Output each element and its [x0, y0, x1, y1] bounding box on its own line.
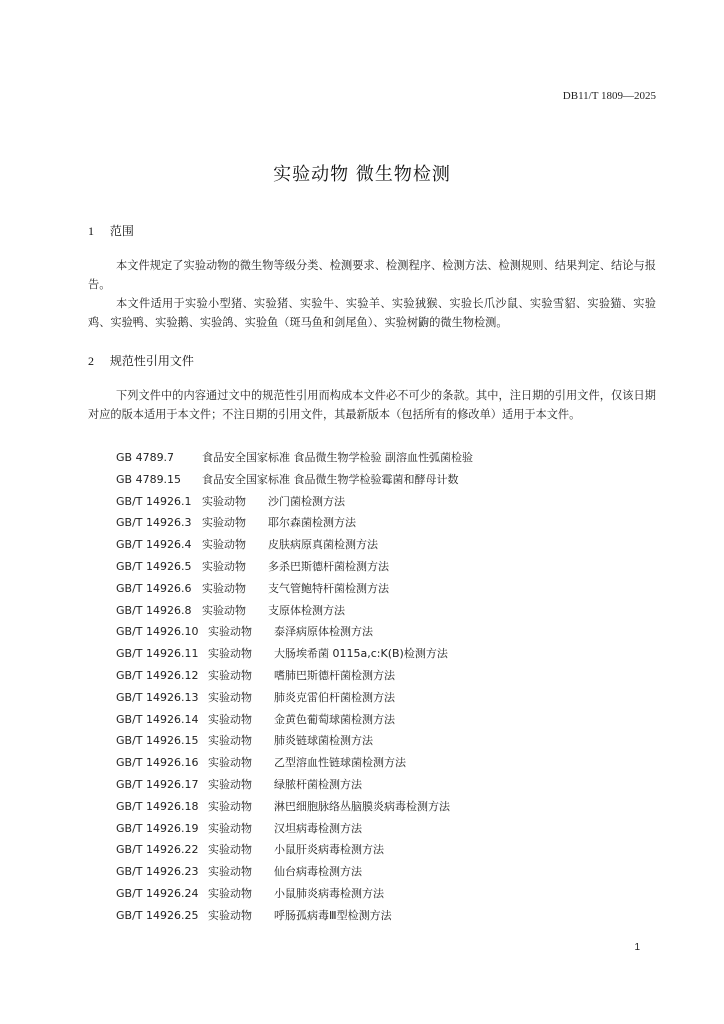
reference-title: 沙门菌检测方法	[268, 494, 345, 508]
reference-title: 多杀巴斯德杆菌检测方法	[268, 559, 389, 573]
reference-item	[116, 861, 473, 883]
reference-item	[116, 512, 473, 534]
reference-series-name: 实验动物	[202, 603, 246, 617]
reference-code: GB 4789.7	[116, 451, 175, 464]
reference-title: 乙型溶血性链球菌检测方法	[274, 756, 406, 770]
reference-code: GB/T 14926.1	[116, 494, 192, 508]
reference-title: 支气管鲍特杆菌检测方法	[268, 581, 389, 595]
reference-item	[116, 687, 473, 709]
reference-series-name: 实验动物	[202, 559, 246, 573]
reference-item	[116, 883, 473, 905]
reference-item	[116, 796, 473, 818]
standard-code: DB11/T 1809—2025	[562, 90, 656, 102]
reference-title: 金黄色葡萄球菌检测方法	[274, 712, 395, 726]
reference-title: 耶尔森菌检测方法	[268, 516, 356, 530]
reference-item	[116, 774, 473, 796]
reference-item	[116, 534, 473, 556]
reference-code: GB 4789.15	[116, 472, 182, 486]
reference-item	[116, 491, 473, 513]
reference-series-name: 实验动物	[208, 886, 252, 900]
document-title: 实验动物 微生物检测	[273, 164, 451, 185]
reference-series-name: 实验动物	[208, 799, 252, 813]
reference-title: 支原体检测方法	[268, 603, 345, 617]
reference-code: GB/T 14926.15	[116, 734, 199, 748]
reference-title: 食品安全国家标准 食品微生物学检验霉菌和酵母计数	[202, 472, 459, 486]
reference-title: 汉坦病毒检测方法	[274, 821, 362, 835]
reference-title: 肺炎链球菌检测方法	[274, 734, 373, 748]
reference-code: GB/T 14926.25	[116, 908, 199, 922]
reference-item	[116, 447, 473, 469]
reference-title: 绿脓杆菌检测方法	[274, 777, 362, 791]
reference-title: 嗜肺巴斯德杆菌检测方法	[274, 668, 395, 682]
reference-series-name: 实验动物	[208, 625, 252, 639]
reference-title: 仙台病毒检测方法	[274, 865, 362, 879]
reference-series-name: 实验动物	[208, 668, 252, 682]
reference-item	[116, 752, 473, 774]
reference-series-name: 实验动物	[208, 777, 252, 791]
reference-item	[116, 818, 473, 840]
reference-series-name: 实验动物	[208, 821, 252, 835]
reference-code: GB/T 14926.11	[116, 647, 199, 661]
section-title: 规范性引用文件	[109, 354, 194, 368]
reference-code: GB/T 14926.12	[116, 668, 199, 682]
reference-series-name: 实验动物	[208, 865, 252, 879]
reference-code: GB/T 14926.22	[116, 843, 199, 857]
section-number: 2	[88, 354, 94, 368]
reference-title: 大肠埃希菌 0115a,c:K(B)检测方法	[274, 647, 448, 661]
reference-item	[116, 905, 473, 927]
reference-item	[116, 578, 473, 600]
references-intro-paragraph: 下列文件中的内容通过文中的规范性引用而构成本文件必不可少的条款。其中，注日期的引用文件，仅该日期对应的版本适用于本文件；不注日期的引用文件，其最新版本（包括所有的修改单）适用于本文件。	[88, 389, 656, 421]
reference-item	[116, 600, 473, 622]
reference-item	[116, 839, 473, 861]
reference-series-name: 实验动物	[202, 494, 246, 508]
reference-item	[116, 709, 473, 731]
reference-series-name: 实验动物	[202, 516, 246, 530]
reference-series-name: 实验动物	[208, 908, 252, 922]
page-number: 1	[634, 942, 640, 953]
reference-item	[116, 643, 473, 665]
reference-title: 呼肠孤病毒Ⅲ型检测方法	[274, 908, 392, 922]
reference-series-name: 实验动物	[202, 581, 246, 595]
reference-item	[116, 556, 473, 578]
reference-list	[116, 447, 473, 927]
reference-title: 肺炎克雷伯杆菌检测方法	[274, 690, 395, 704]
reference-series-name: 实验动物	[208, 647, 252, 661]
reference-code: GB/T 14926.23	[116, 865, 199, 879]
reference-title: 小鼠肝炎病毒检测方法	[274, 843, 384, 857]
reference-title: 皮肤病原真菌检测方法	[268, 538, 378, 552]
scope-paragraph-1: 本文件规定了实验动物的微生物等级分类、检测要求、检测程序、检测方法、检测规则、结果判定、结论与报告。	[88, 259, 656, 291]
reference-title: 淋巴细胞脉络丛脑膜炎病毒检测方法	[274, 799, 450, 813]
reference-code: GB/T 14926.16	[116, 756, 199, 770]
reference-series-name: 实验动物	[208, 712, 252, 726]
reference-title: 食品安全国家标准 食品微生物学检验 副溶血性弧菌检验	[202, 451, 473, 464]
reference-title: 小鼠肺炎病毒检测方法	[274, 886, 384, 900]
section-number: 1	[88, 224, 94, 238]
reference-code: GB/T 14926.14	[116, 712, 199, 726]
reference-series-name: 实验动物	[208, 734, 252, 748]
reference-code: GB/T 14926.13	[116, 690, 199, 704]
reference-item	[116, 665, 473, 687]
reference-code: GB/T 14926.18	[116, 799, 199, 813]
reference-code: GB/T 14926.24	[116, 886, 199, 900]
scope-paragraph-2: 本文件适用于实验小型猪、实验猪、实验牛、实验羊、实验狨猴、实验长爪沙鼠、实验雪貂、实验猫、实验鸡、实验鸭、实验鹅、实验鸽、实验鱼（斑马鱼和剑尾鱼）、实验树鼩的微生物检测。	[88, 297, 656, 329]
reference-code: GB/T 14926.8	[116, 603, 192, 617]
reference-code: GB/T 14926.19	[116, 821, 199, 835]
reference-code: GB/T 14926.17	[116, 777, 199, 791]
reference-series-name: 实验动物	[208, 690, 252, 704]
section-heading-normative-references	[88, 352, 194, 369]
reference-code: GB/T 14926.5	[116, 559, 192, 573]
section-heading-scope	[88, 222, 134, 239]
section-title: 范围	[109, 224, 134, 238]
reference-item	[116, 730, 473, 752]
reference-code: GB/T 14926.6	[116, 581, 192, 595]
reference-code: GB/T 14926.4	[116, 538, 192, 552]
reference-item	[116, 621, 473, 643]
reference-series-name: 实验动物	[208, 756, 252, 770]
reference-code: GB/T 14926.3	[116, 516, 192, 530]
reference-title: 泰泽病原体检测方法	[274, 625, 373, 639]
reference-item	[116, 469, 473, 491]
reference-series-name: 实验动物	[208, 843, 252, 857]
reference-code: GB/T 14926.10	[116, 625, 199, 639]
reference-series-name: 实验动物	[202, 538, 246, 552]
